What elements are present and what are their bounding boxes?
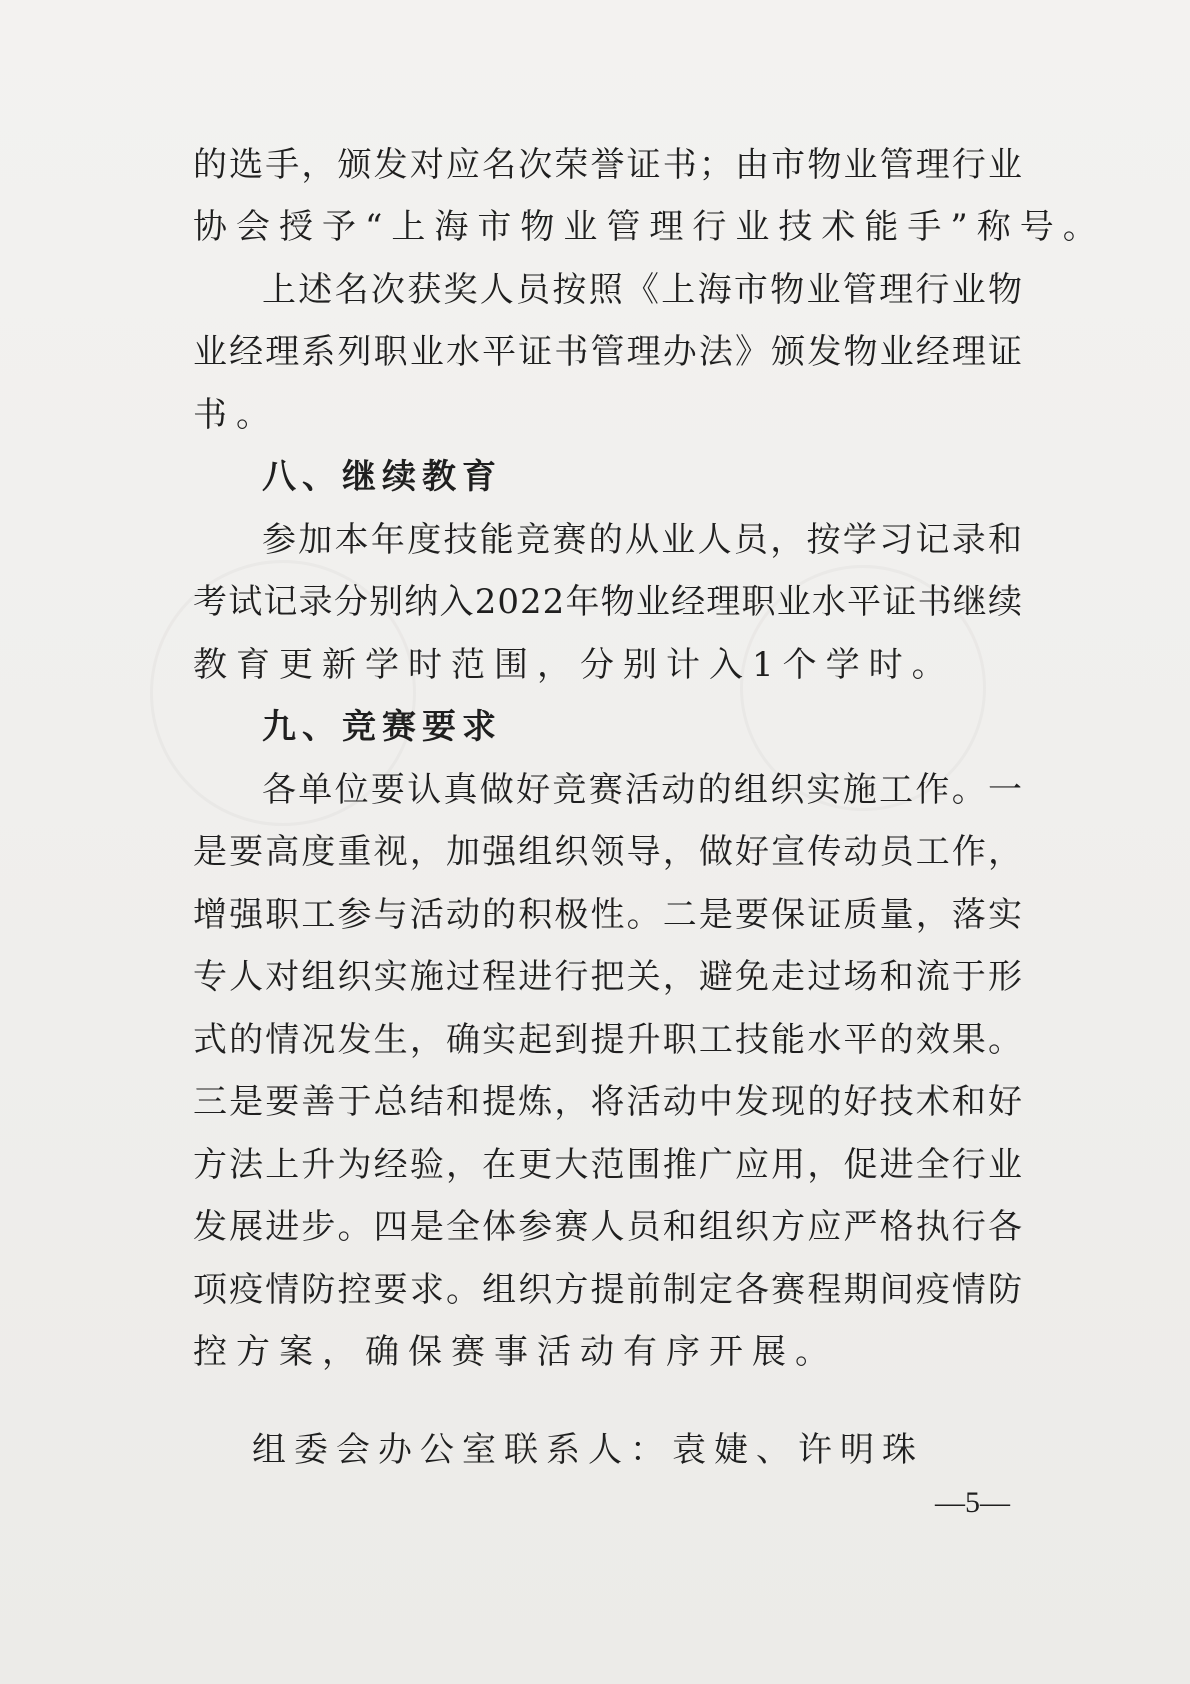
page-number: —5— <box>935 1486 1010 1519</box>
body-line: 考试记录分别纳入2022年物业经理职业水平证书继续 <box>193 582 1023 622</box>
body-line: 控方案，确保赛事活动有序开展。 <box>193 1332 838 1372</box>
section-heading-competition-requirements: 九、竞赛要求 <box>262 707 502 747</box>
body-line: 协会授予“上海市物业管理行业技术能手”称号。 <box>193 207 1106 247</box>
body-line: 的选手，颁发对应名次荣誉证书；由市物业管理行业 <box>193 145 1023 185</box>
body-line: 各单位要认真做好竞赛活动的组织实施工作。一 <box>262 770 1023 810</box>
body-line: 业经理系列职业水平证书管理办法》颁发物业经理证 <box>193 332 1023 372</box>
body-line: 式的情况发生，确实起到提升职工技能水平的效果。 <box>193 1020 1023 1060</box>
body-line: 方法上升为经验，在更大范围推广应用，促进全行业 <box>193 1145 1023 1185</box>
body-line: 教育更新学时范围，分别计入1个学时。 <box>193 645 955 685</box>
body-line: 是要高度重视，加强组织领导，做好宣传动员工作， <box>193 832 1023 872</box>
body-line: 上述名次获奖人员按照《上海市物业管理行业物 <box>262 270 1023 310</box>
body-line: 发展进步。四是全体参赛人员和组织方应严格执行各 <box>193 1207 1023 1247</box>
body-line: 三是要善于总结和提炼，将活动中发现的好技术和好 <box>193 1082 1023 1122</box>
body-line: 项疫情防控要求。组织方提前制定各赛程期间疫情防 <box>193 1270 1023 1310</box>
contact-line: 组委会办公室联系人：袁婕、许明珠 <box>252 1430 924 1470</box>
section-heading-continuing-education: 八、继续教育 <box>262 457 502 497</box>
body-line: 书。 <box>193 395 279 435</box>
body-line: 增强职工参与活动的积极性。二是要保证质量，落实 <box>193 895 1023 935</box>
body-line: 专人对组织实施过程进行把关，避免走过场和流于形 <box>193 957 1023 997</box>
body-line: 参加本年度技能竞赛的从业人员，按学习记录和 <box>262 520 1023 560</box>
